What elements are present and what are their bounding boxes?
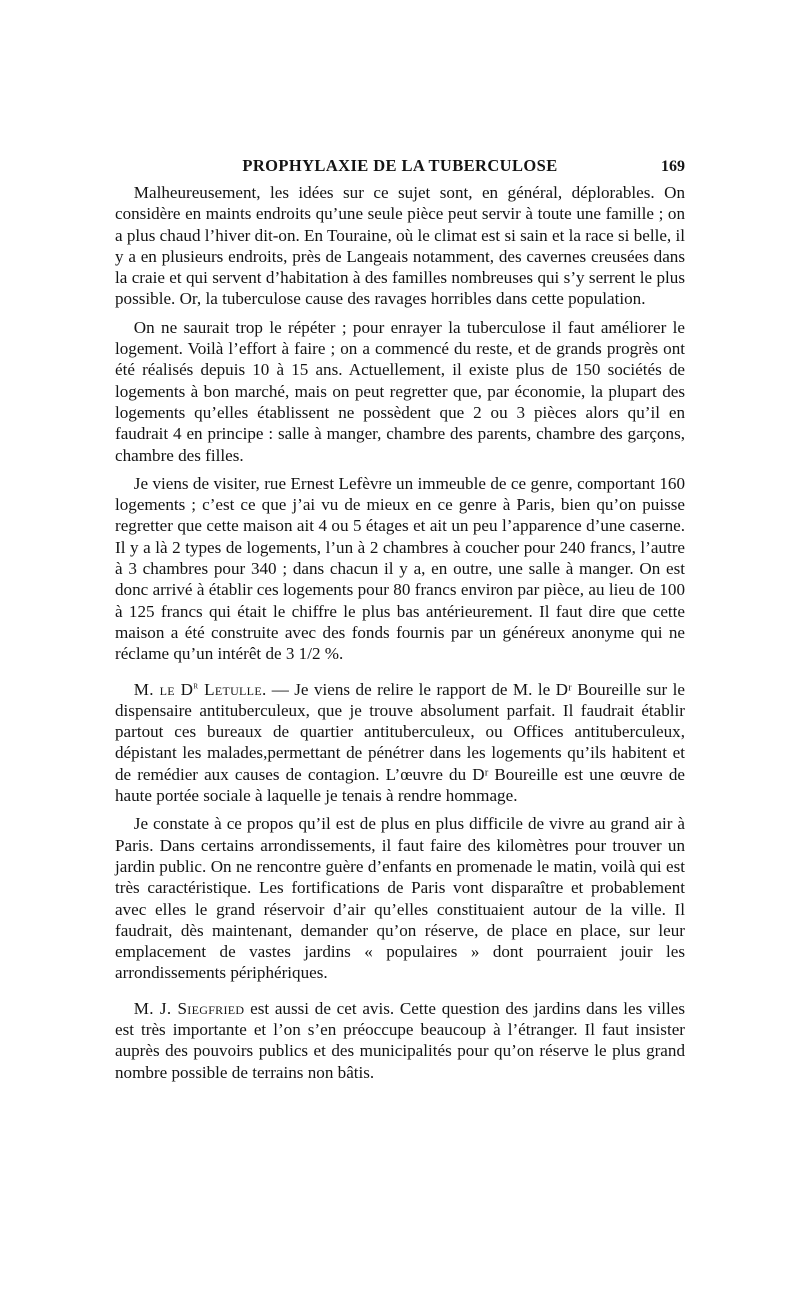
speaker-name: Siegfried [171,998,245,1018]
paragraph-6-text: est aussi de cet avis. Cette question des jardins dans les villes est très importante et l’on s’en préoccupe beaucoup à l’étranger. Il faut insister auprès des pouvoirs publics et des municipalités pour qu’on réserve le plus grand nombre possible de terrains non bâtis. [115,998,686,1082]
running-header [115,150,685,178]
speaker-letulle [134,680,262,699]
paragraph-4 [115,679,685,807]
speaker-title-sup: r [193,679,199,691]
paragraph-1: Malheureusement, les idées sur ce sujet sont, en général, déplorables. On considère en maints endroits qu’une seule pièce peut servir à toute une famille ; on a plus chaud l’hiver dit-on. En Touraine, où le climat est si sain et la race si belle, il y a en plusieurs endroits, près de Langeais notamment, des cavernes creusées dans la craie et qui servent d’habitation à des familles nombreuses qui s’y serrent le plus possible. Or, la tuberculose cause des ravages horribles dans cette population. [115,183,685,309]
paragraph-2: On ne saurait trop le répéter ; pour enrayer la tuberculose il faut améliorer le logement. Voilà l’effort à faire ; on a commencé du reste, et de grands progrès ont été réalisés depuis 10 à 15 ans. Actuellement, il existe plus de 150 sociétés de logements à bon marché, mais on peut regretter que, par économie, la plupart des logements qu’elles établissent ne possèdent que 2 ou 3 pièces alors qu’il en faudrait 4 en principe : salle à manger, chambre des parents, chambre des garçons, chambre des filles. [115,317,685,465]
speaker-prefix: M. J. [133,998,172,1018]
speaker-prefix: M. le D [133,679,194,699]
speaker-name: Letulle [198,679,262,699]
page-number: 169 [661,158,685,175]
paragraph-6 [115,998,685,1083]
paragraph-3: Je viens de visiter, rue Ernest Lefèvre un immeuble de ce genre, comportant 160 logements ; c’est ce que j’ai vu de mieux en ce genre à Paris, bien qu’on puisse regretter que cette maison ait 4 ou 5 étages et ait un peu l’apparence d’une caserne. Il y a là 2 types de logements, l’un à 2 chambres à coucher pour 240 francs, l’autre à 3 chambres pour 340 ; dans chacun il y a, en outre, une salle à manger. On est donc arrivé à établir ces logements pour 80 francs environ par pièce, au lieu de 100 à 125 francs qui était le chiffre le plus bas antérieurement. Il faut dire que cette maison a été construite avec des fonds fournis par un généreux anonyme qui ne réclame qu’un intérêt de 3 1/2 %. [115,473,685,664]
book-page [115,150,685,1090]
speaker-siegfried [134,999,245,1018]
paragraph-5: Je constate à ce propos qu’il est de plus en plus difficile de vivre au grand air à Paris. Dans certains arrondissements, il faut faire des kilomètres pour trouver un jardin public. On ne rencontre guère d’enfants en promenade le matin, voilà qui est très caractéristique. Les fortifications de Paris vont disparaître et probablement avec elles le grand réservoir d’air qu’elles constituaient autour de la ville. Il faudrait, dès maintenant, demander qu’on réserve, de place en place, sur leur emplacement de vastes jardins « populaires » dont pourraient jouir les arrondissements périphériques. [115,814,685,983]
paragraph-4-text: . — Je viens de relire le rapport de M. le Dʳ Boureille sur le dispensaire antituberculeux, que je trouve absolument parfait. Il faudrait établir partout ces bureaux de quartier antituberculeux, ou Offices antituberculeux, dépistant les malades,permettant de pénétrer dans les logements qu’ils habitent et de remédier aux causes de contagion. L’œuvre du Dʳ Boureille est une œuvre de haute portée sociale à laquelle je tenais à rendre hommage. [115,679,686,806]
running-title: PROPHYLAXIE DE LA TUBERCULOSE [242,156,558,175]
